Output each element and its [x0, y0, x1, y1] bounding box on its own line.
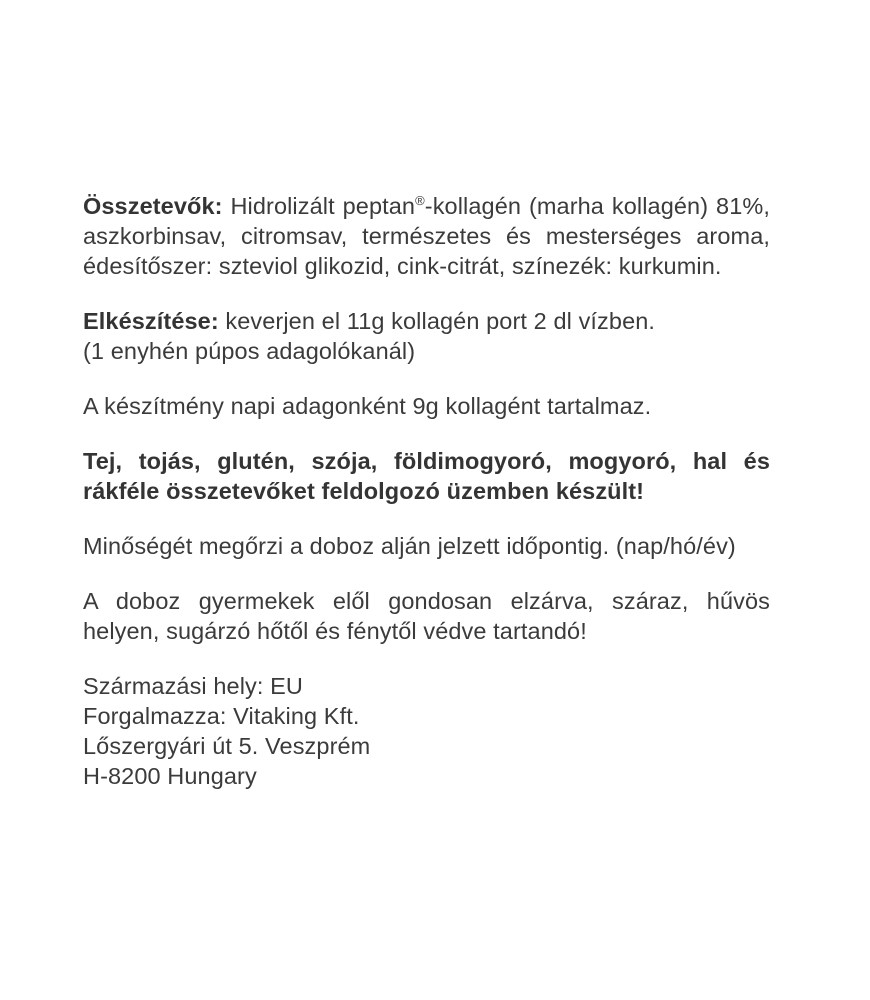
ingredients-paragraph — [83, 191, 770, 281]
storage-paragraph: A doboz gyermekek elől gondosan elzárva, száraz, hűvös helyen, sugárzó hőtől és fénytől védve tartandó! — [83, 588, 770, 644]
origin-line: Származási hely: EU — [83, 673, 303, 699]
ingredients-text-before-trademark: Hidrolizált peptan — [222, 193, 416, 219]
preparation-heading: Elkészítése: — [83, 308, 219, 334]
shelf-life-paragraph: Minőségét megőrzi a doboz alján jelzett időpontig. (nap/hó/év) — [83, 533, 736, 559]
preparation-text: keverjen el 11g kollagén port 2 dl vízben. — [218, 308, 656, 334]
allergen-warning-paragraph: Tej, tojás, glutén, szója, földimogyoró, mogyoró, hal és rákféle összetevőket feldolgozó üzemben készült! — [83, 448, 770, 504]
ingredients-text-after-trademark: -kollagén (marha kollagén) 81%, aszkorbinsav, citromsav, természetes és mesterséges aroma, édesítőszer: szteviol glikozid, cink-citrát, színezék: kurkumin. — [83, 193, 770, 279]
distributor-line: Forgalmazza: Vitaking Kft. — [83, 703, 360, 729]
ingredients-heading: Összetevők: — [83, 193, 223, 219]
registered-trademark-icon: ® — [415, 193, 425, 209]
preparation-paragraph — [83, 306, 770, 366]
daily-dose-paragraph: A készítmény napi adagonként 9g kollagént tartalmaz. — [83, 393, 652, 419]
label-text-block — [83, 191, 770, 816]
manufacturer-block — [83, 671, 770, 791]
preparation-note: (1 enyhén púpos adagolókanál) — [83, 338, 416, 364]
country-line: H-8200 Hungary — [83, 763, 257, 789]
address-line: Lőszergyári út 5. Veszprém — [83, 733, 371, 759]
